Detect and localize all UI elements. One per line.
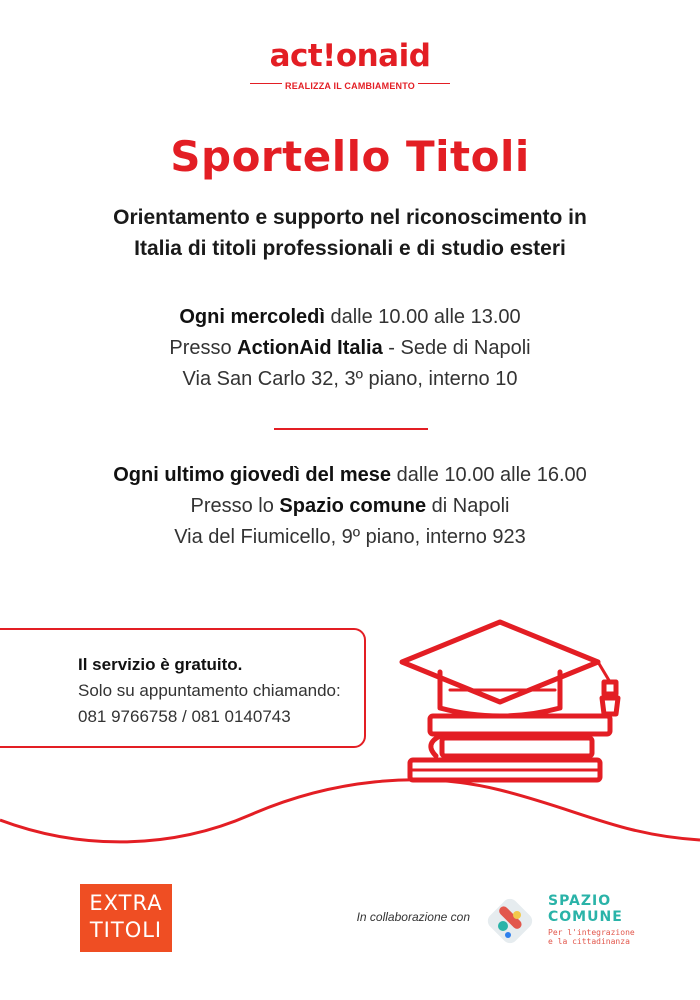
phone-numbers: 081 9766758 / 081 0140743 bbox=[78, 707, 291, 726]
info-text bbox=[78, 652, 368, 730]
extra-titoli-line-2: TITOLI bbox=[89, 918, 163, 942]
schedule-2-day: Ogni ultimo giovedì del mese bbox=[113, 464, 392, 486]
schedule-2-presso: Presso lo bbox=[190, 495, 280, 517]
schedule-1-day: Ogni mercoledì bbox=[179, 306, 325, 328]
subtitle bbox=[40, 202, 660, 264]
extra-titoli-logo bbox=[80, 884, 172, 952]
schedule-1-address: Via San Carlo 32, 3º piano, interno 10 bbox=[182, 368, 518, 390]
schedule-actionaid bbox=[20, 302, 680, 395]
schedule-1-where bbox=[20, 333, 680, 364]
section-divider bbox=[274, 428, 428, 430]
schedule-2-place: Spazio comune bbox=[279, 495, 427, 517]
service-free-label: Il servizio è gratuito. bbox=[78, 655, 243, 674]
actionaid-wordmark: act!onaid bbox=[269, 38, 431, 74]
actionaid-logo bbox=[0, 40, 700, 90]
decorative-wave bbox=[0, 760, 700, 850]
schedule-2-where bbox=[20, 491, 680, 522]
spazio-comune-sub-2: e la cittadinanza bbox=[548, 937, 630, 946]
schedule-2-time: dalle 10.00 alle 16.00 bbox=[391, 464, 587, 486]
appointment-label: Solo su appuntamento chiamando: bbox=[78, 681, 341, 700]
schedule-2-address: Via del Fiumicello, 9º piano, interno 923 bbox=[174, 526, 526, 548]
schedule-1-presso: Presso bbox=[169, 337, 238, 359]
logo-tagline: REALIZZA IL CAMBIAMENTO bbox=[282, 81, 418, 91]
schedule-2-when bbox=[20, 460, 680, 491]
subtitle-line-1: Orientamento e supporto nel riconoscimento in bbox=[113, 206, 587, 229]
schedule-2-place-suffix: di Napoli bbox=[426, 495, 510, 517]
spazio-comune-sub-1: Per l'integrazione bbox=[548, 928, 635, 937]
page-title: Sportello Titoli bbox=[170, 132, 530, 181]
schedule-spazio-comune bbox=[20, 460, 680, 553]
extra-titoli-line-1: EXTRA bbox=[89, 891, 163, 915]
spazio-comune-icon bbox=[482, 893, 538, 949]
subtitle-line-2: Italia di titoli professionali e di studio esteri bbox=[134, 237, 566, 260]
logo-tagline-wrap bbox=[250, 76, 450, 90]
spazio-comune-subtitle bbox=[548, 928, 658, 946]
collaboration-label: In collaborazione con bbox=[356, 910, 470, 924]
schedule-1-place: ActionAid Italia bbox=[237, 337, 383, 359]
spazio-comune-title bbox=[548, 893, 648, 925]
schedule-1-place-suffix: - Sede di Napoli bbox=[382, 337, 531, 359]
schedule-1-when bbox=[20, 302, 680, 333]
spazio-comune-title-1: SPAZIO bbox=[548, 893, 612, 909]
spazio-comune-title-2: COMUNE bbox=[548, 909, 623, 925]
schedule-1-time: dalle 10.00 alle 13.00 bbox=[324, 306, 521, 328]
